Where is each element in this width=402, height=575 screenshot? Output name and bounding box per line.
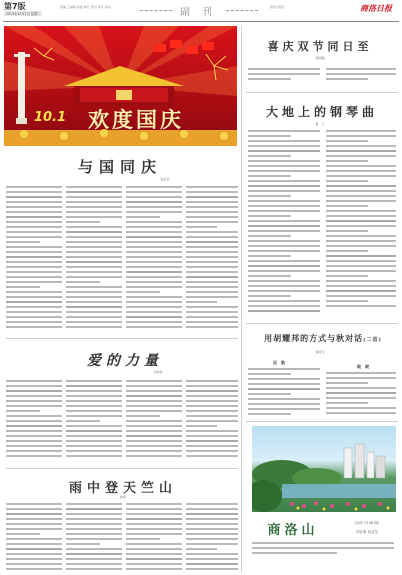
photo-photographer: 刘业明 刘业发 [355, 530, 379, 534]
festival-poem-col-2 [326, 68, 396, 86]
festival-poem-col-1 [248, 68, 320, 86]
rain-article-col-2 [66, 503, 122, 573]
main-article-col-3 [126, 186, 182, 334]
main-article-author: 屈征业 [160, 177, 170, 181]
piano-article-title: 大地上的钢琴曲 [265, 105, 378, 119]
love-article-col-3 [126, 380, 182, 463]
rain-article-col-3 [126, 503, 182, 573]
divider-main-love [6, 338, 238, 339]
hu-poem-col-2 [326, 372, 396, 418]
hu-article-author: 杨国飞 [315, 350, 325, 354]
rain-article-title: 雨中登天竺山 [68, 481, 177, 496]
rain-article-col-1 [6, 503, 62, 573]
main-article-title: 与国同庆 [77, 158, 162, 176]
divider-love-rain [6, 468, 238, 469]
piano-article-author: 夏 人 [315, 122, 325, 126]
masthead-rule [3, 21, 399, 22]
main-article-col-4 [186, 186, 238, 334]
photo-bottom-text [252, 542, 394, 570]
love-article-col-4 [186, 380, 238, 463]
main-article-col-1 [6, 186, 62, 334]
divider-piano-hu [246, 323, 398, 324]
dateline: 2013年10月1日 星期二 [6, 12, 41, 16]
divider-hu-photo [246, 421, 398, 422]
main-article-col-2 [66, 186, 122, 334]
issue-meta: 商洛日报社 [270, 5, 286, 9]
divider-festival-piano [246, 92, 398, 93]
piano-poem-col-1 [248, 130, 320, 318]
photo-scene [252, 426, 396, 512]
hu-article-title-main: 用胡耀邦的方式与秋对话 [264, 333, 364, 343]
photo-credit: (西安 2158 期) [354, 521, 380, 525]
banner-date: 10.1 [34, 110, 67, 125]
editor-meta: 责编 王丽娟 版面 林红 校对 李芳 美术 [60, 5, 111, 9]
national-day-banner [4, 26, 237, 146]
masthead [0, 0, 402, 24]
header-dash-left [140, 10, 172, 11]
poem-right-title: 破 晓 [357, 364, 369, 369]
poem-left-title: 远 航 [273, 360, 285, 365]
photo-caption: 商洛山 [267, 523, 319, 538]
hu-poem-col-1 [248, 368, 320, 418]
love-article-title: 爱的力量 [87, 353, 163, 369]
hu-article-subtitle: (二首) [363, 337, 382, 343]
page-column-divider [241, 26, 242, 572]
festival-article-title: 喜庆双节同日至 [267, 40, 373, 53]
love-article-col-1 [6, 380, 62, 463]
rain-article-author: 殷雪 [119, 495, 126, 499]
festival-article-author: 杨明瑞 [315, 56, 325, 60]
page-label: 第7版 [4, 2, 26, 11]
shangluo-photo [252, 426, 396, 512]
hu-article-title [248, 333, 398, 344]
love-article-col-2 [66, 380, 122, 463]
header-dash-right [226, 10, 258, 11]
banner-greeting: 欢度国庆 [88, 107, 184, 132]
piano-poem-col-2 [326, 130, 396, 318]
rain-article-col-4 [186, 503, 238, 573]
newspaper-logo: 商洛日报 [360, 3, 392, 13]
section-title: 副 刊 [180, 7, 213, 18]
love-article-author: 马秋荣 [153, 370, 163, 374]
